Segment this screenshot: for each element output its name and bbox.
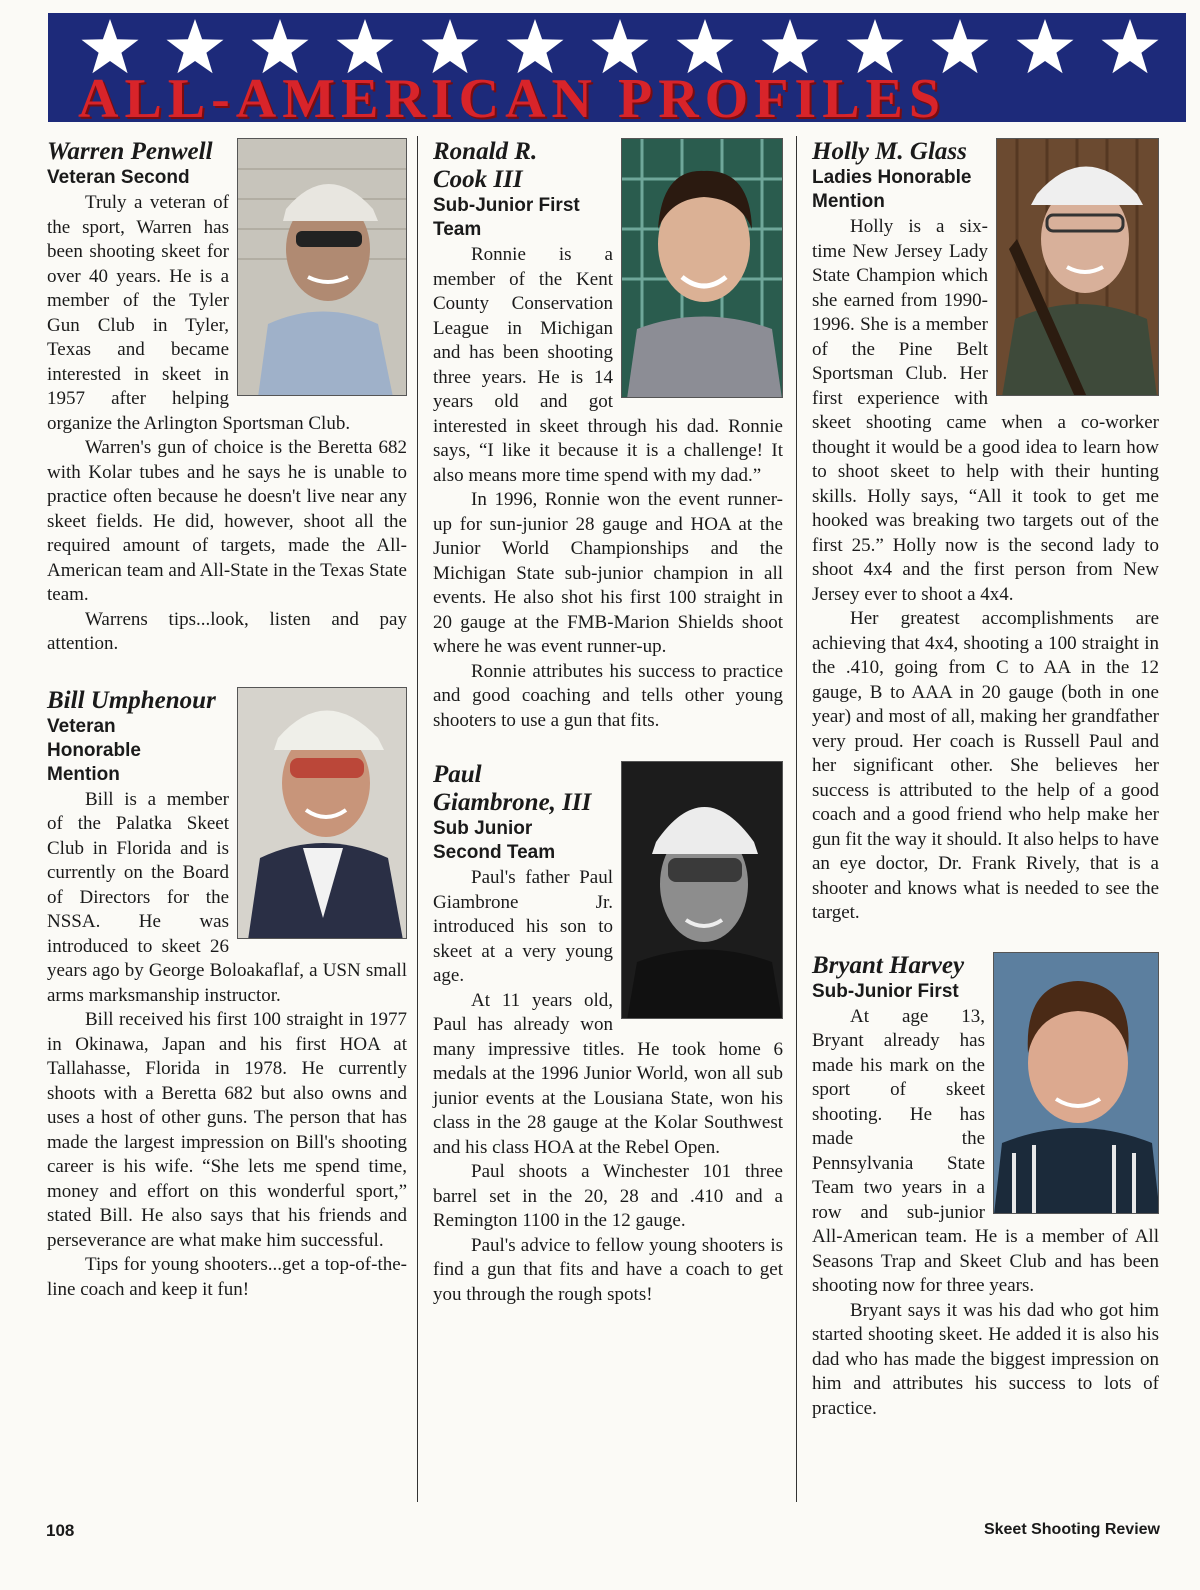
banner-title: ALL-AMERICAN PROFILES — [78, 68, 947, 122]
portrait-photo — [237, 687, 407, 939]
profile-award: Sub-Junior First Team — [433, 195, 580, 240]
portrait-photo — [621, 138, 783, 398]
profile-paragraph: Warrens tips...look, listen and pay attention. — [47, 608, 407, 654]
star-icon — [337, 19, 394, 73]
profile-bryant-harvey — [812, 952, 1159, 1422]
profile-paragraph: Ronnie is a member of the Kent County Conservation League in Michigan and has been shooting three years. He is 14 years old and got interested in skeet through his dad. Ronnie says, “I like it because it is a challenge! It also means more time spend with my dad.” — [433, 244, 783, 486]
profile-name: Bryant Harvey — [812, 951, 965, 979]
profile-paragraph: Her greatest accomplishments are achieving that 4x4, shooting a 100 straight in the .410, going from C to AA in the 12 gauge, B to AAA in 20 gauge (both in one year) and most of all, making her grandfather very proud. Her coach is Russell Paul and her significant other. She believes her success is attributed to the help of a good coach and a good friend who help make her gun fit the way it should. It also helps to have an eye doctor, Dr. Frank Rively, that is a shooter and knows what is needed to see the target. — [812, 608, 1159, 923]
profile-bill-umphenour — [47, 687, 407, 1303]
column-left — [47, 138, 407, 1302]
profile-ronald-cook — [433, 138, 783, 733]
profile-paragraph: Truly a veteran of the sport, Warren has been shooting skeet for over 40 years. He is a member of the Tyler Gun Club in Tyler, Texas and became interested in skeet in 1957 after helping organize the Arlington Sportsman Club. — [47, 192, 351, 434]
profile-paragraph: At 11 years old, Paul has already won many impressive titles. He took home 6 medals at the 1996 Junior World, won all sub junior events at the Lousiana State, won his class in the 28 gauge at the Kolar Southwest and his class HOA at the Rebel Open. — [433, 989, 783, 1158]
star-icon — [252, 19, 309, 73]
profile-name: Holly M. Glass — [812, 138, 967, 165]
star-icon — [1102, 19, 1159, 73]
portrait-photo — [621, 761, 783, 1019]
page-number: 108 — [46, 1521, 75, 1540]
column-middle — [433, 138, 783, 1307]
portrait-photo — [237, 138, 407, 396]
profile-paragraph: Paul's advice to fellow young shooters is find a gun that fits and have a coach to get you through the rough spots! — [433, 1234, 783, 1305]
profile-award: Sub Junior Second Team — [433, 818, 556, 863]
star-icon — [1017, 19, 1074, 73]
portrait-photo — [996, 138, 1159, 396]
portrait-photo — [993, 952, 1159, 1214]
star-icon — [592, 19, 649, 73]
profile-paragraph: Bill is a member of the Palatka Skeet Club in Florida and is currently on the Board of Directors for the NSSA. He was introduced to skeet 26 years ago by George Boloakaflaf, a USN small arms marksmanship instructor. — [47, 788, 407, 1006]
profile-name: Paul Giambrone, III — [433, 761, 592, 816]
portrait-boy-smiling-icon — [622, 139, 783, 398]
profile-award: Veteran Honorable Mention — [47, 715, 141, 785]
profile-paul-giambrone — [433, 761, 783, 1307]
star-icon — [82, 19, 139, 73]
profile-paragraph: Paul shoots a Winchester 101 three barrel set in the 20, 28 and .410 and a Remington 1100 in the 12 gauge. — [433, 1161, 783, 1231]
profile-paragraph: Paul's father Paul Giambrone Jr. introduced his son to skeet at a very young age. — [433, 867, 613, 986]
profile-award: Ladies Honorable Mention — [812, 167, 972, 212]
portrait-man-cap-glasses-icon — [238, 688, 407, 939]
profile-paragraph: Tips for young shooters...get a top-of-the-line coach and keep it fun! — [47, 1254, 407, 1300]
column-divider — [417, 136, 418, 1502]
profile-name: Ronald R. Cook III — [433, 138, 538, 193]
profile-award: Veteran Second — [47, 167, 190, 188]
column-right — [812, 138, 1159, 1421]
profile-paragraph: At age 13, Bryant already has made his mark on the sport of skeet shooting. He has made the Pennsylvania State Team two years in a row and sub-junior All-American team. He is a member of All Seasons Trap and Skeet Club and has been shooting now for three years. — [812, 1005, 1159, 1296]
profile-paragraph: Bill received his first 100 straight in 1977 in Okinawa, Japan and his first HOA at Tallahasse, Florida in 1978. He currently shoots with a Beretta 682 but also owns and uses a host of other guns. The person that has made the largest impression on Bill's shooting career is his wife. “She lets me spend time, money and effort on this wonderful sport,” stated Bill. He also says that his friends and perseverance are what make him successful. — [47, 1009, 407, 1251]
star-icon — [762, 19, 819, 73]
star-icon — [422, 19, 479, 73]
profile-paragraph: Bryant says it was his dad who got him started shooting skeet. He added it is also his dad who has made the biggest impression on him and attributes his success to lots of practice. — [812, 1299, 1159, 1419]
star-icon — [167, 19, 224, 73]
portrait-boy-striped-shirt-icon — [994, 953, 1159, 1214]
profile-paragraph: Holly is a six-time New Jersey Lady State Champion which she earned from 1990-1996. She is a member of the Pine Belt Sportsman Club. Her first experience with skeet shooting came when a co-worker thought it would be a good idea to learn how to shoot skeet to help with their hunting skills. Holly says, “All it took to get me hooked was breaking two targets out of the first 25.” Holly now is the second lady to shoot 4x4 and the first person from New Jersey ever to shoot a 4x4. — [812, 216, 1159, 605]
star-icon — [847, 19, 904, 73]
column-divider — [796, 136, 797, 1502]
portrait-boy-cap-sunglasses-icon — [622, 762, 783, 1019]
profile-award: Sub-Junior First — [812, 980, 959, 1002]
profile-warren-penwell — [47, 138, 407, 657]
portrait-man-cap-sunglasses-icon — [238, 139, 407, 396]
profile-paragraph: Warren's gun of choice is the Beretta 682 with Kolar tubes and he says he is unable to practice often because he doesn't live near any skeet fields. He did, however, shoot all the required amount of targets, made the All-American team and All-State in the Texas State team. — [47, 437, 407, 605]
profile-paragraph: In 1996, Ronnie won the event runner-up for sun-junior 28 gauge and HOA at the Junior World Championships and the Michigan State sub-junior champion in all events. He also shot his first 100 straight in 20 gauge at the FMB-Marion Shields shoot where he was event runner-up. — [433, 489, 783, 657]
portrait-woman-cap-glasses-icon — [997, 139, 1159, 396]
star-icon — [507, 19, 564, 73]
star-icon — [932, 19, 989, 73]
profile-name: Warren Penwell — [47, 138, 213, 165]
star-icon — [677, 19, 734, 73]
profile-paragraph: Ronnie attributes his success to practice and good coaching and tells other young shooters to use a gun that fits. — [433, 660, 783, 731]
profile-name: Bill Umphenour — [47, 686, 216, 714]
profile-holly-glass — [812, 138, 1159, 926]
header-banner — [48, 13, 1186, 122]
publication-name: Skeet Shooting Review — [983, 1521, 1160, 1538]
